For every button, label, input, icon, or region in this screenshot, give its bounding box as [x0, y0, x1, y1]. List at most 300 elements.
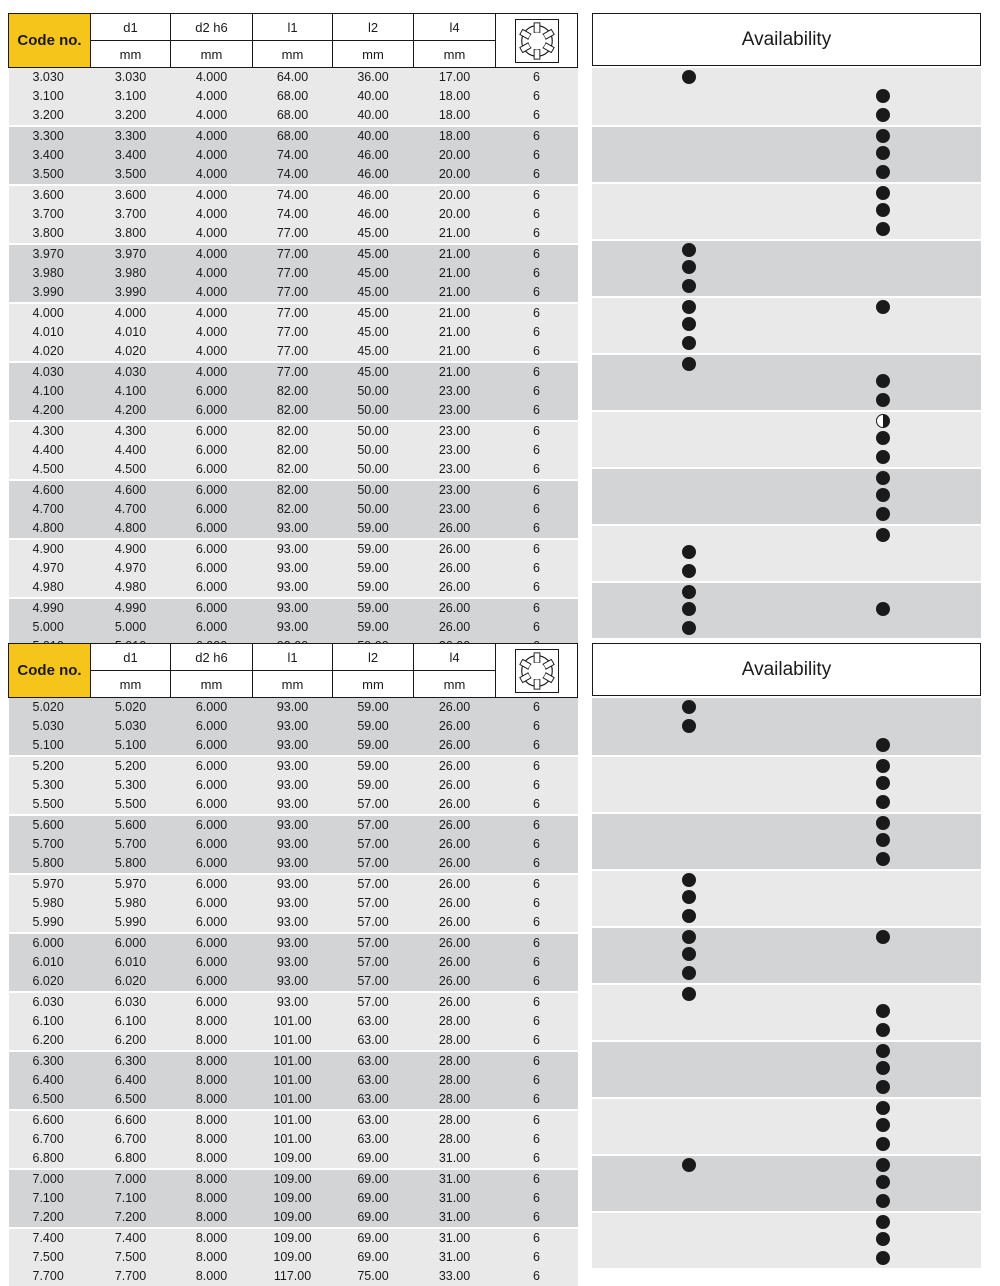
value-cell: 45.00 [333, 283, 414, 303]
value-cell: 8.000 [171, 1189, 253, 1208]
availability-dot-icon [876, 146, 890, 160]
value-cell: 6 [496, 441, 578, 460]
code-cell: 4.500 [9, 460, 91, 480]
value-cell: 6 [496, 835, 578, 854]
value-cell: 4.000 [171, 126, 253, 146]
code-cell: 6.700 [9, 1130, 91, 1149]
table-row [9, 421, 578, 441]
availability-dot-icon [682, 909, 696, 923]
code-cell: 5.300 [9, 776, 91, 795]
availability-dot-icon [682, 243, 696, 257]
value-cell: 6 [496, 382, 578, 401]
value-cell: 93.00 [253, 618, 333, 637]
code-no-header: Code no. [9, 644, 91, 698]
availability-dot-icon [682, 585, 696, 599]
availability-row [592, 391, 981, 410]
code-cell: 4.400 [9, 441, 91, 460]
value-cell: 4.000 [171, 303, 253, 323]
value-cell: 6.500 [91, 1090, 171, 1110]
value-cell: 7.400 [91, 1228, 171, 1248]
value-cell: 4.600 [91, 480, 171, 500]
value-cell: 6.600 [91, 1110, 171, 1130]
unit-header: mm [333, 41, 414, 68]
value-cell: 6.000 [171, 480, 253, 500]
value-cell: 50.00 [333, 382, 414, 401]
value-cell: 63.00 [333, 1012, 414, 1031]
availability-dot-icon [876, 186, 890, 200]
value-cell: 74.00 [253, 185, 333, 205]
value-cell: 6 [496, 165, 578, 185]
value-cell: 57.00 [333, 815, 414, 835]
value-cell: 28.00 [414, 1110, 496, 1130]
table-row [9, 933, 578, 953]
value-cell: 21.00 [414, 224, 496, 244]
availability-row [592, 220, 981, 239]
availability-dot-icon [682, 357, 696, 371]
availability-dot-icon [876, 1232, 890, 1246]
availability-dot-icon [876, 833, 890, 847]
value-cell: 21.00 [414, 303, 496, 323]
value-cell: 21.00 [414, 244, 496, 264]
availability-row [592, 334, 981, 353]
table-row [9, 1012, 578, 1031]
availability-dot-icon [876, 89, 890, 103]
availability-dot-icon [682, 336, 696, 350]
code-cell: 7.000 [9, 1169, 91, 1189]
value-cell: 26.00 [414, 598, 496, 618]
availability-dot-icon [876, 930, 890, 944]
availability-column [592, 68, 981, 638]
code-cell: 4.900 [9, 539, 91, 559]
code-cell: 6.010 [9, 953, 91, 972]
value-cell: 59.00 [333, 736, 414, 756]
value-cell: 8.000 [171, 1169, 253, 1189]
table-row [9, 1031, 578, 1051]
value-cell: 45.00 [333, 244, 414, 264]
value-cell: 45.00 [333, 224, 414, 244]
availability-row [592, 1116, 981, 1135]
flutes-header [496, 14, 578, 68]
value-cell: 3.970 [91, 244, 171, 264]
value-cell: 77.00 [253, 362, 333, 382]
value-cell: 6.000 [171, 539, 253, 559]
availability-dot-icon [876, 1215, 890, 1229]
availability-row [592, 1192, 981, 1211]
value-cell: 26.00 [414, 559, 496, 578]
value-cell: 6.000 [91, 933, 171, 953]
value-cell: 101.00 [253, 1051, 333, 1071]
value-cell: 75.00 [333, 1267, 414, 1286]
value-cell: 4.000 [171, 342, 253, 362]
value-cell: 6 [496, 854, 578, 874]
value-cell: 6 [496, 1149, 578, 1169]
code-no-header: Code no. [9, 14, 91, 68]
value-cell: 3.400 [91, 146, 171, 165]
availability-dot-icon [682, 700, 696, 714]
value-cell: 18.00 [414, 106, 496, 126]
availability-row [592, 315, 981, 334]
value-cell: 23.00 [414, 441, 496, 460]
code-cell: 4.990 [9, 598, 91, 618]
value-cell: 3.980 [91, 264, 171, 283]
value-cell: 6.000 [171, 618, 253, 637]
code-cell: 6.400 [9, 1071, 91, 1090]
availability-row [592, 562, 981, 581]
value-cell: 6 [496, 68, 578, 88]
code-cell: 5.700 [9, 835, 91, 854]
value-cell: 6 [496, 106, 578, 126]
value-cell: 6 [496, 933, 578, 953]
value-cell: 4.000 [171, 146, 253, 165]
value-cell: 4.000 [171, 244, 253, 264]
value-cell: 4.400 [91, 441, 171, 460]
availability-dot-icon [876, 222, 890, 236]
code-cell: 6.100 [9, 1012, 91, 1031]
value-cell: 6.400 [91, 1071, 171, 1090]
value-cell: 5.020 [91, 698, 171, 718]
value-cell: 93.00 [253, 539, 333, 559]
availability-row [592, 619, 981, 638]
code-cell: 5.980 [9, 894, 91, 913]
value-cell: 3.700 [91, 205, 171, 224]
value-cell: 4.990 [91, 598, 171, 618]
value-cell: 7.700 [91, 1267, 171, 1286]
availability-dot-icon [876, 129, 890, 143]
code-cell: 7.200 [9, 1208, 91, 1228]
value-cell: 109.00 [253, 1189, 333, 1208]
value-cell: 26.00 [414, 835, 496, 854]
code-cell: 6.030 [9, 992, 91, 1012]
value-cell: 93.00 [253, 913, 333, 933]
code-cell: 6.600 [9, 1110, 91, 1130]
value-cell: 77.00 [253, 224, 333, 244]
availability-dot-icon [876, 374, 890, 388]
value-cell: 77.00 [253, 244, 333, 264]
unit-header: mm [414, 41, 496, 68]
table-row [9, 736, 578, 756]
value-cell: 82.00 [253, 441, 333, 460]
availability-dot-icon [682, 890, 696, 904]
unit-header: mm [91, 41, 171, 68]
code-cell: 4.000 [9, 303, 91, 323]
table-row [9, 913, 578, 933]
table-row [9, 854, 578, 874]
table-row [9, 323, 578, 342]
availability-column [592, 698, 981, 1268]
value-cell: 6.300 [91, 1051, 171, 1071]
table-row [9, 283, 578, 303]
value-cell: 4.000 [91, 303, 171, 323]
value-cell: 6.030 [91, 992, 171, 1012]
code-cell: 4.100 [9, 382, 91, 401]
value-cell: 6.000 [171, 992, 253, 1012]
value-cell: 59.00 [333, 539, 414, 559]
value-cell: 6 [496, 578, 578, 598]
availability-row [592, 505, 981, 524]
code-cell: 7.700 [9, 1267, 91, 1286]
value-cell: 6 [496, 1169, 578, 1189]
availability-row [592, 1078, 981, 1097]
value-cell: 50.00 [333, 401, 414, 421]
value-cell: 6 [496, 323, 578, 342]
availability-dot-icon [682, 930, 696, 944]
table-row [9, 559, 578, 578]
table-row [9, 500, 578, 519]
table-row [9, 717, 578, 736]
value-cell: 6 [496, 283, 578, 303]
table-row [9, 1149, 578, 1169]
value-cell: 6.010 [91, 953, 171, 972]
code-cell: 7.500 [9, 1248, 91, 1267]
availability-dot-icon [876, 507, 890, 521]
value-cell: 26.00 [414, 913, 496, 933]
value-cell: 74.00 [253, 146, 333, 165]
value-cell: 93.00 [253, 953, 333, 972]
value-cell: 6 [496, 342, 578, 362]
value-cell: 4.030 [91, 362, 171, 382]
value-cell: 77.00 [253, 283, 333, 303]
value-cell: 109.00 [253, 1248, 333, 1267]
value-cell: 101.00 [253, 1031, 333, 1051]
value-cell: 93.00 [253, 894, 333, 913]
availability-dot-icon [682, 621, 696, 635]
value-cell: 5.800 [91, 854, 171, 874]
value-cell: 23.00 [414, 480, 496, 500]
availability-dot-icon [682, 602, 696, 616]
availability-row [592, 1249, 981, 1268]
code-cell: 6.500 [9, 1090, 91, 1110]
availability-dot-icon [876, 852, 890, 866]
column-header: l1 [253, 14, 333, 41]
value-cell: 17.00 [414, 68, 496, 88]
availability-dot-icon [876, 488, 890, 502]
code-cell: 6.800 [9, 1149, 91, 1169]
table-row [9, 618, 578, 637]
availability-dot-icon [682, 873, 696, 887]
value-cell: 3.800 [91, 224, 171, 244]
code-cell: 6.200 [9, 1031, 91, 1051]
value-cell: 6.000 [171, 441, 253, 460]
availability-row [592, 945, 981, 964]
value-cell: 4.000 [171, 87, 253, 106]
value-cell: 28.00 [414, 1012, 496, 1031]
availability-dot-icon [876, 300, 890, 314]
value-cell: 31.00 [414, 1169, 496, 1189]
value-cell: 5.700 [91, 835, 171, 854]
value-cell: 26.00 [414, 854, 496, 874]
code-cell: 6.000 [9, 933, 91, 953]
value-cell: 4.500 [91, 460, 171, 480]
value-cell: 82.00 [253, 500, 333, 519]
unit-header: mm [253, 41, 333, 68]
value-cell: 6 [496, 1012, 578, 1031]
code-cell: 5.000 [9, 618, 91, 637]
value-cell: 6.200 [91, 1031, 171, 1051]
code-cell: 3.700 [9, 205, 91, 224]
value-cell: 6.000 [171, 500, 253, 519]
value-cell: 5.000 [91, 618, 171, 637]
table-row [9, 1267, 578, 1286]
availability-row [592, 774, 981, 793]
value-cell: 6.000 [171, 972, 253, 992]
value-cell: 6 [496, 1110, 578, 1130]
value-cell: 6.700 [91, 1130, 171, 1149]
value-cell: 68.00 [253, 87, 333, 106]
value-cell: 6 [496, 1267, 578, 1286]
value-cell: 6 [496, 815, 578, 835]
six-flute-icon [515, 19, 559, 63]
flutes-header [496, 644, 578, 698]
value-cell: 8.000 [171, 1012, 253, 1031]
table-row [9, 224, 578, 244]
value-cell: 20.00 [414, 146, 496, 165]
value-cell: 20.00 [414, 165, 496, 185]
value-cell: 6 [496, 717, 578, 736]
value-cell: 69.00 [333, 1169, 414, 1189]
value-cell: 77.00 [253, 323, 333, 342]
unit-header: mm [171, 41, 253, 68]
availability-row [592, 1211, 981, 1230]
value-cell: 3.500 [91, 165, 171, 185]
value-cell: 6 [496, 598, 578, 618]
availability-dot-icon [876, 1118, 890, 1132]
value-cell: 57.00 [333, 933, 414, 953]
value-cell: 57.00 [333, 913, 414, 933]
availability-dot-icon [876, 1023, 890, 1037]
value-cell: 6 [496, 244, 578, 264]
value-cell: 6 [496, 559, 578, 578]
value-cell: 5.980 [91, 894, 171, 913]
table-row [9, 874, 578, 894]
value-cell: 63.00 [333, 1031, 414, 1051]
value-cell: 59.00 [333, 598, 414, 618]
value-cell: 4.000 [171, 283, 253, 303]
value-cell: 93.00 [253, 717, 333, 736]
value-cell: 31.00 [414, 1149, 496, 1169]
value-cell: 6 [496, 776, 578, 795]
value-cell: 26.00 [414, 736, 496, 756]
availability-dot-icon [876, 1194, 890, 1208]
value-cell: 57.00 [333, 835, 414, 854]
availability-row [592, 964, 981, 983]
availability-row [592, 448, 981, 467]
table-row [9, 972, 578, 992]
value-cell: 6 [496, 992, 578, 1012]
table-row [9, 1169, 578, 1189]
code-cell: 4.970 [9, 559, 91, 578]
value-cell: 6 [496, 1130, 578, 1149]
table-row [9, 68, 578, 88]
value-cell: 93.00 [253, 736, 333, 756]
value-cell: 109.00 [253, 1208, 333, 1228]
table-row [9, 244, 578, 264]
availability-row [592, 296, 981, 315]
table-row [9, 776, 578, 795]
table-row [9, 1051, 578, 1071]
value-cell: 5.990 [91, 913, 171, 933]
table-row [9, 480, 578, 500]
availability-row [592, 717, 981, 736]
table-row [9, 519, 578, 539]
table-row [9, 1208, 578, 1228]
value-cell: 63.00 [333, 1071, 414, 1090]
table-row [9, 894, 578, 913]
value-cell: 6 [496, 972, 578, 992]
code-cell: 5.100 [9, 736, 91, 756]
value-cell: 6 [496, 480, 578, 500]
value-cell: 6 [496, 539, 578, 559]
value-cell: 6 [496, 500, 578, 519]
value-cell: 6 [496, 736, 578, 756]
table-row [9, 1071, 578, 1090]
code-cell: 5.990 [9, 913, 91, 933]
availability-dot-icon [876, 776, 890, 790]
value-cell: 5.200 [91, 756, 171, 776]
value-cell: 69.00 [333, 1248, 414, 1267]
value-cell: 6 [496, 1228, 578, 1248]
value-cell: 59.00 [333, 717, 414, 736]
value-cell: 20.00 [414, 205, 496, 224]
value-cell: 50.00 [333, 421, 414, 441]
value-cell: 6 [496, 1248, 578, 1267]
value-cell: 6 [496, 1090, 578, 1110]
value-cell: 109.00 [253, 1228, 333, 1248]
availability-row [592, 144, 981, 163]
value-cell: 59.00 [333, 578, 414, 598]
value-cell: 26.00 [414, 698, 496, 718]
code-cell: 4.980 [9, 578, 91, 598]
code-cell: 3.990 [9, 283, 91, 303]
value-cell: 93.00 [253, 815, 333, 835]
availability-row [592, 812, 981, 831]
value-cell: 59.00 [333, 519, 414, 539]
value-cell: 26.00 [414, 953, 496, 972]
table-row [9, 205, 578, 224]
value-cell: 6.000 [171, 598, 253, 618]
code-cell: 4.300 [9, 421, 91, 441]
value-cell: 6.000 [171, 698, 253, 718]
value-cell: 31.00 [414, 1248, 496, 1267]
value-cell: 6.020 [91, 972, 171, 992]
table-row [9, 362, 578, 382]
value-cell: 93.00 [253, 519, 333, 539]
value-cell: 7.500 [91, 1248, 171, 1267]
availability-row [592, 486, 981, 505]
table-row [9, 992, 578, 1012]
code-cell: 3.800 [9, 224, 91, 244]
value-cell: 57.00 [333, 972, 414, 992]
availability-row [592, 277, 981, 296]
value-cell: 7.100 [91, 1189, 171, 1208]
value-cell: 46.00 [333, 185, 414, 205]
value-cell: 77.00 [253, 303, 333, 323]
value-cell: 82.00 [253, 421, 333, 441]
unit-header: mm [253, 671, 333, 698]
value-cell: 82.00 [253, 480, 333, 500]
value-cell: 101.00 [253, 1110, 333, 1130]
table-row [9, 953, 578, 972]
availability-row [592, 201, 981, 220]
value-cell: 8.000 [171, 1031, 253, 1051]
availability-dot-icon [876, 738, 890, 752]
value-cell: 23.00 [414, 421, 496, 441]
value-cell: 45.00 [333, 264, 414, 283]
value-cell: 28.00 [414, 1130, 496, 1149]
value-cell: 93.00 [253, 835, 333, 854]
value-cell: 8.000 [171, 1208, 253, 1228]
value-cell: 5.500 [91, 795, 171, 815]
table-row [9, 1090, 578, 1110]
